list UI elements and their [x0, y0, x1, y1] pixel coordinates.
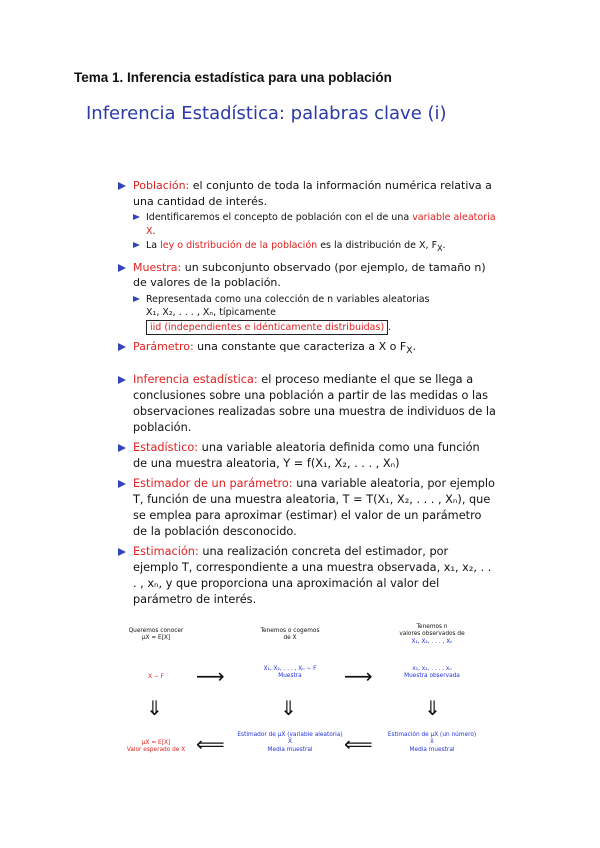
diagram-text: Muestra observada	[404, 673, 460, 680]
term-estadistico: Estadístico:	[133, 441, 199, 454]
bullet-triangle-icon	[118, 343, 126, 351]
diagram-text: Media muestral	[409, 746, 455, 753]
bullet-triangle-icon	[118, 182, 126, 190]
arrow-down-icon: ⇓	[424, 696, 441, 720]
diagram-text: Estimación de μX (un número)	[387, 732, 477, 738]
bullet-triangle-icon	[118, 548, 126, 556]
diagram-text: valores observados de	[399, 631, 465, 638]
sub-text: X₁, X₂, . . . , Xₙ, típicamente	[146, 307, 276, 319]
arrow-right-icon: ⟶	[344, 664, 373, 688]
def-poblacion: el conjunto de toda la información numérica relativa a una cantidad de interés.	[133, 179, 492, 208]
bullet-estimador	[118, 476, 496, 540]
term-inferencia: Inferencia estadística:	[133, 373, 258, 386]
arrow-left-icon: ⟸	[196, 732, 225, 756]
bullet-triangle-icon	[118, 444, 126, 452]
term-poblacion: Población:	[133, 179, 190, 192]
keywords-list-1	[118, 178, 496, 363]
diagram-text: de X	[283, 635, 297, 642]
sub-text-end: .	[152, 225, 156, 237]
diagram-cell-distribucion: X ∼ F	[148, 674, 164, 680]
term-parametro: Parámetro:	[133, 339, 194, 353]
bullet-parametro	[118, 339, 496, 359]
diagram-text: x₁, x₂, . . . , xₙ	[412, 666, 452, 672]
sub-bullet-ley	[133, 239, 496, 255]
diagram-cell-estimador	[230, 732, 350, 754]
term-variable-aleatoria: variable aleatoria X	[146, 212, 496, 237]
bullet-triangle-icon	[118, 480, 126, 488]
diagram-text: Tenemos n	[416, 624, 448, 630]
diagram-text: μX = E[X]	[141, 740, 171, 746]
subscript: X	[406, 344, 413, 356]
sub-text: La	[146, 240, 161, 252]
diagram-text: Muestra	[278, 673, 302, 680]
diagram-cell-muestra	[240, 666, 340, 681]
bullet-poblacion	[118, 178, 496, 256]
arrow-right-icon: ⟶	[196, 664, 225, 688]
arrow-down-icon: ⇓	[280, 696, 297, 720]
arrow-down-icon: ⇓	[146, 696, 163, 720]
bullet-triangle-icon	[118, 376, 126, 384]
diagram-cell-observados	[382, 624, 482, 646]
sub-text-end: .	[442, 240, 446, 252]
diagram-text: Tenemos o cogemos	[260, 628, 320, 634]
sub-text-end: .	[388, 321, 392, 333]
def-end: .	[412, 339, 417, 353]
bullet-estimacion	[118, 544, 496, 608]
diagram-text: Media muestral	[267, 746, 313, 753]
sub-text: es la distribución de X, F	[317, 240, 438, 252]
term-estimacion: Estimación:	[133, 545, 199, 558]
page-title: Tema 1. Inferencia estadística para una población	[74, 70, 392, 85]
term-estimador: Estimador de un parámetro:	[133, 477, 293, 490]
diagram-text: Valor esperado de X	[126, 747, 186, 754]
bullet-triangle-icon	[118, 264, 126, 272]
def-inferencia: el proceso mediante el que se llega a conclusiones sobre una población a partir de las medidas o las observaciones realizadas sobre una muestra de individuos de la población.	[133, 373, 496, 434]
diagram-text: X̄	[288, 739, 292, 746]
diagram-text: X₁, X₂, . . . , Xₙ ∼ F	[263, 666, 317, 672]
diagram-cell-objetivo	[108, 628, 204, 643]
sub-text: Representada como una colección de n variables aleatorias	[146, 293, 430, 305]
bullet-triangle-icon	[133, 242, 140, 248]
bullet-triangle-icon	[133, 214, 140, 220]
diagram-cell-valor-esperado	[108, 740, 204, 755]
def-estadistico: una variable aleatoria definida como una función de una muestra aleatoria, Y = f(X₁, X₂, . . . , Xₙ)	[133, 441, 480, 470]
diagram-cell-tomamos	[240, 628, 340, 643]
diagram-text: μX = E[X]	[141, 635, 171, 642]
subscript: X	[437, 244, 443, 254]
bullet-estadistico	[118, 440, 496, 472]
diagram-cell-estimacion	[376, 732, 488, 754]
def-estimador: una variable aleatoria, por ejemplo T, función de una muestra aleatoria, T = T(X₁, X₂, . . . , Xₙ), que se emplea para aproximar (estimar) el valor de un parámetro de la población desconocido.	[133, 477, 495, 538]
diagram-text: Estimador de μX (variable aleatoria)	[237, 732, 343, 738]
diagram-cell-muestra-observada	[382, 666, 482, 681]
def-estimacion: una realización concreta del estimador, por ejemplo T, correspondiente a una muestra observada, x₁, x₂, . . . , xₙ, y que proporciona una aproximación al valor del parámetro de interés.	[133, 545, 492, 606]
diagram-text: x̄	[430, 739, 434, 746]
arrow-left-icon: ⟸	[344, 732, 373, 756]
sub-bullet-variable	[133, 211, 496, 238]
diagram-text: X₁, X₂, . . . , Xₙ	[411, 638, 453, 645]
slide-title: Inferencia Estadística: palabras clave (i)	[86, 103, 447, 124]
term-ley-distribucion: ley o distribución de la población	[160, 240, 318, 252]
bullet-triangle-icon	[133, 296, 140, 302]
boxed-iid: iid (independientes e idénticamente distribuidas)	[146, 320, 388, 335]
bullet-inferencia	[118, 372, 496, 436]
term-muestra: Muestra:	[133, 260, 182, 274]
sub-bullet-representada	[133, 293, 496, 335]
def-parametro: una constante que caracteriza a X o F	[193, 339, 407, 353]
inference-diagram	[100, 622, 520, 772]
def-muestra: un subconjunto observado (por ejemplo, de tamaño n) de valores de la población.	[133, 260, 486, 290]
diagram-text: Queremos conocer	[128, 628, 184, 634]
sub-text: Identificaremos el concepto de población con el de una	[146, 212, 413, 224]
keywords-list-2	[118, 372, 496, 612]
bullet-muestra	[118, 260, 496, 335]
